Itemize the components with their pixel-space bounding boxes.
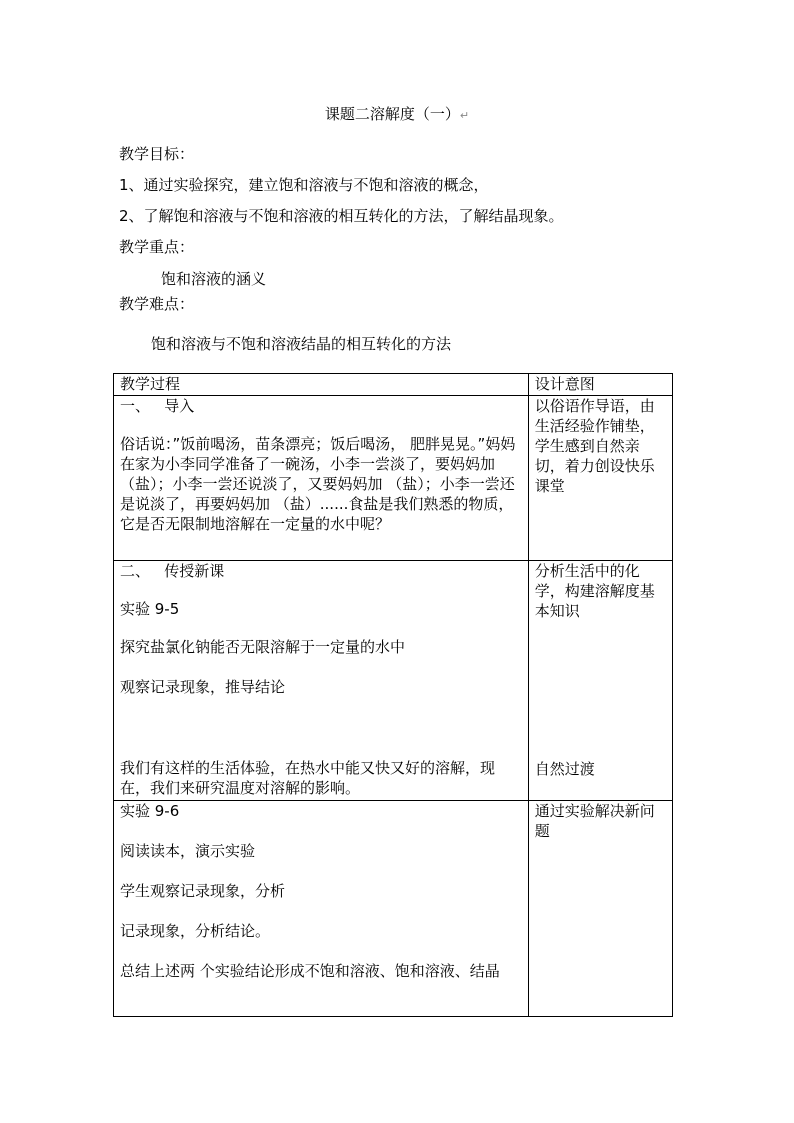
difficult-point: 饱和溶液与不饱和溶液结晶的相互转化的方法 [151, 335, 452, 353]
header-intent: 设计意图 [534, 375, 595, 393]
intro-text: 俗话说：”饭前喝汤，苗条漂亮；饭后喝汤， 肥胖晃晃。”妈妈在家为小李同学准备了一碗汤，小李一尝淡了，要妈妈加（盐）；小李一尝还说淡了，又要妈妈加 （盐）；小李一尝还是说淡了，再要妈妈加 （盐）......食盐是我们熟悉的物质，它是否无限制地溶解在一定量的水中呢？ [120, 435, 516, 533]
intent-transition: 自然过渡 [534, 760, 595, 778]
page-title [0, 103, 794, 124]
intent-new-lesson: 分析生活中的化学，构建溶解度基本知识 [534, 562, 655, 620]
process-cell-new-lesson [114, 561, 529, 801]
table-header-row [114, 374, 673, 396]
explore-text: 探究盐氯化钠能否无限溶解于一定量的水中 [120, 638, 406, 656]
key-heading: 教学重点： [119, 238, 195, 256]
paragraph-mark: ↵ [459, 109, 470, 122]
header-process: 教学过程 [120, 375, 181, 393]
table-row [114, 561, 673, 801]
record-text: 记录现象，分析结论。 [120, 922, 271, 940]
experiment-9-5: 实验 9-5 [120, 600, 180, 618]
objectives-heading: 教学目标： [119, 145, 195, 163]
process-cell-experiment [114, 801, 529, 1017]
intent-cell-experiment [528, 801, 672, 1017]
observe-text: 观察记录现象，推导结论 [120, 678, 286, 696]
objective-1: 1、通过实验探究，建立饱和溶液与不饱和溶液的概念， [119, 176, 489, 194]
experiment-9-6: 实验 9-6 [120, 802, 180, 820]
difficult-heading: 教学难点： [119, 295, 195, 313]
process-cell-intro [114, 396, 529, 561]
objective-2: 2、了解饱和溶液与不饱和溶液的相互转化的方法，了解结晶现象。 [119, 207, 564, 225]
table-row [114, 801, 673, 1017]
header-process-cell [114, 374, 529, 396]
section-intro: 一、 导入 [120, 397, 195, 415]
intent-cell-intro [528, 396, 672, 561]
key-point: 饱和溶液的涵义 [161, 270, 267, 288]
lesson-table [113, 373, 673, 1017]
intent-intro: 以俗语作导语，由生活经验作铺垫，学生感到自然亲切，着力创设快乐课堂 [534, 397, 655, 495]
intent-cell-new-lesson [528, 561, 672, 801]
section-new-lesson: 二、 传授新课 [120, 562, 225, 580]
table-row [114, 396, 673, 561]
intent-experiment: 通过实验解决新问题 [534, 802, 655, 840]
summary-text: 总结上述两 个实验结论形成不饱和溶液、饱和溶液、结晶 [120, 962, 500, 980]
students-text: 学生观察记录现象，分析 [120, 882, 286, 900]
header-intent-cell [528, 374, 672, 396]
life-text: 我们有这样的生活体验，在热水中能又快又好的溶解，现在，我们来研究温度对溶解的影响。 [120, 759, 496, 797]
title-text: 课题二溶解度（一） [324, 105, 460, 123]
read-text: 阅读读本，演示实验 [120, 842, 256, 860]
